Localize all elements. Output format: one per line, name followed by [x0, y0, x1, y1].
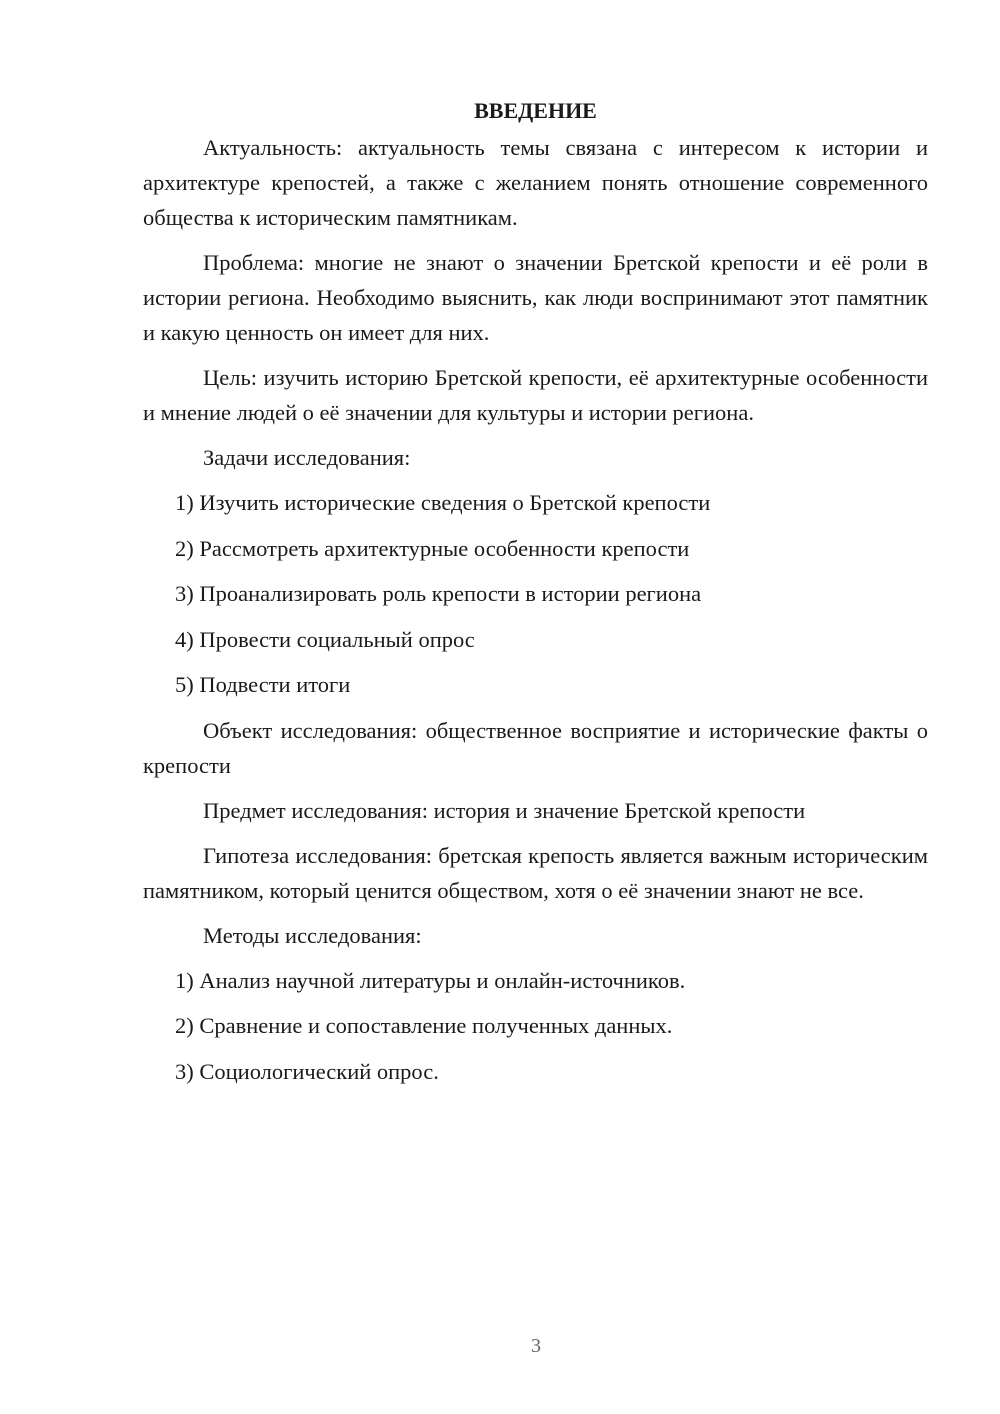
method-item: 2) Сравнение и сопоставление полученных данных.: [175, 1013, 673, 1038]
subject-paragraph: Предмет исследования: история и значение Бретской крепости: [203, 797, 806, 823]
object-paragraph: Объект исследования: общественное восприятие и исторические факты о крепости: [143, 717, 928, 778]
hypothesis-paragraph: Гипотеза исследования: бретская крепость является важным историческим памятником, который ценится обществом, хотя о её значении знают не все.: [143, 842, 928, 903]
tasks-title: Задачи исследования:: [203, 445, 411, 470]
task-item: 4) Провести социальный опрос: [175, 626, 475, 652]
section-heading: ВВЕДЕНИЕ: [474, 98, 597, 123]
method-item: 3) Социологический опрос.: [175, 1058, 439, 1084]
task-item: 2) Рассмотреть архитектурные особенности крепости: [175, 535, 690, 561]
relevance-paragraph: Актуальность: актуальность темы связана с интересом к истории и архитектуре крепостей, а также с желанием понять отношение современного общества к историческим памятникам.: [143, 135, 928, 230]
method-item: 1) Анализ научной литературы и онлайн-источников.: [175, 967, 686, 993]
goal-paragraph: Цель: изучить историю Бретской крепости, её архитектурные особенности и мнение людей о её значении для культуры и истории региона.: [143, 365, 928, 425]
methods-title: Методы исследования:: [203, 922, 422, 948]
page-number: 3: [531, 1335, 541, 1357]
problem-paragraph: Проблема: многие не знают о значении Бретской крепости и её роли в истории региона. Необходимо выяснить, как люди воспринимают этот памятник и какую ценность он имеет для них.: [143, 250, 928, 345]
document-page: [143, 92, 928, 1099]
task-item: 3) Проанализировать роль крепости в истории региона: [175, 581, 702, 606]
task-item: 5) Подвести итоги: [175, 672, 351, 697]
task-item: 1) Изучить исторические сведения о Бретской крепости: [175, 490, 711, 515]
